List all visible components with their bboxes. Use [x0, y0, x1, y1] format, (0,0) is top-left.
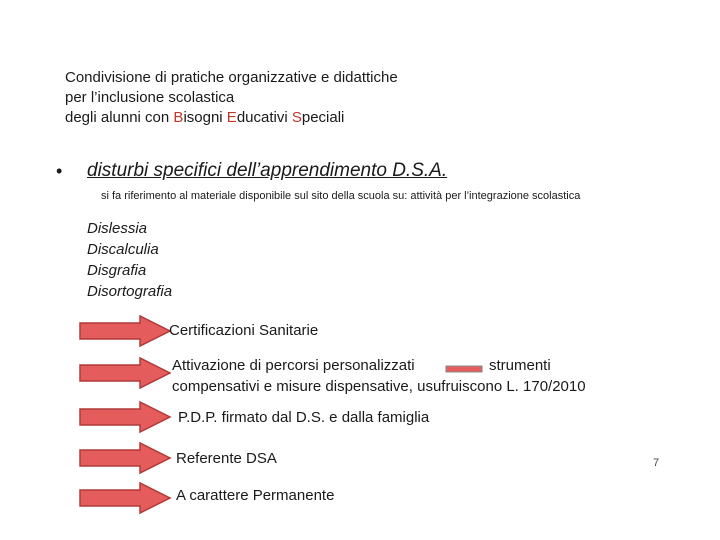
step-attivazione-line-1b: strumenti [489, 357, 551, 374]
small-arrow-icon [445, 364, 483, 374]
title-part: degli alunni con [65, 109, 174, 126]
step-referente: Referente DSA [176, 450, 277, 467]
right-arrow-icon [78, 356, 172, 390]
title-part: isogni [183, 109, 227, 126]
step-permanente: A carattere Permanente [176, 487, 335, 504]
right-arrow-icon [78, 441, 172, 475]
title-part: ducativi [236, 109, 292, 126]
step-pdp: P.D.P. firmato dal D.S. e dalla famiglia [178, 409, 430, 426]
title-line-2: per l’inclusione scolastica [65, 89, 235, 106]
list-item: Disgrafia [87, 262, 147, 279]
bullet-heading: disturbi specifici dell’apprendimento D.S.A. [87, 160, 448, 181]
title-part: peciali [301, 109, 345, 126]
step-certificazioni: Certificazioni Sanitarie [169, 322, 319, 339]
title-line-3 [65, 108, 398, 128]
title-part-initial-b: B [173, 109, 184, 126]
reference-note: si fa riferimento al materiale disponibile sul sito della scuola su: attività per l’integrazione scolastica [101, 190, 581, 202]
step-attivazione-line-1a: Attivazione di percorsi personalizzati [172, 357, 415, 374]
right-arrow-icon [78, 314, 172, 348]
bullet-dot: • [56, 161, 63, 181]
title-part-initial-e: E [226, 109, 237, 126]
list-item: Disortografia [87, 283, 173, 300]
list-item: Dislessia [87, 220, 148, 237]
page-number: 7 [653, 457, 660, 469]
right-arrow-icon [78, 400, 172, 434]
title-line-1: Condivisione di pratiche organizzative e didattiche [65, 69, 398, 86]
right-arrow-icon [78, 481, 172, 515]
disorders-list [87, 218, 172, 302]
list-item: Discalculia [87, 241, 159, 258]
step-attivazione-line-2: compensativi e misure dispensative, usufruiscono L. 170/2010 [172, 378, 586, 395]
title-part-initial-s: S [291, 109, 302, 126]
slide-title [65, 68, 398, 128]
